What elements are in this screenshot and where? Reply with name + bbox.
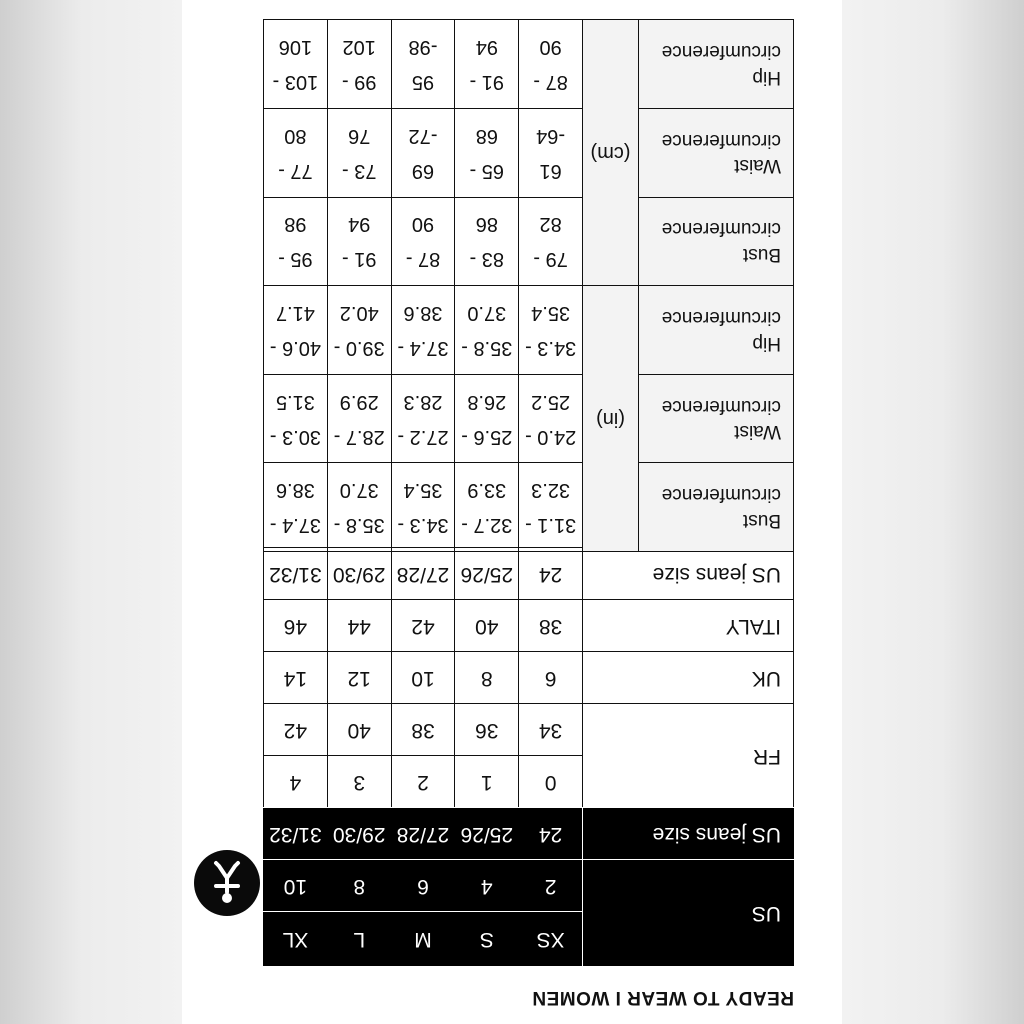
row-label-centimeters-hip bbox=[639, 20, 794, 109]
size-cell: 36 bbox=[455, 704, 519, 756]
measurement-cell bbox=[391, 20, 455, 109]
measurement-max: 41.7 bbox=[275, 302, 315, 325]
measurement-cell bbox=[264, 20, 328, 109]
measurement-max: 32.3 bbox=[531, 479, 571, 502]
measurement-cell bbox=[519, 463, 583, 552]
size-cell: 46 bbox=[264, 600, 328, 652]
measurement-min: 61 bbox=[539, 159, 562, 182]
person-mannequin-icon bbox=[194, 850, 260, 916]
measurement-min: 34.3 - bbox=[397, 514, 449, 537]
measurement-max: 76 bbox=[348, 124, 371, 147]
measurement-min: 40.6 - bbox=[269, 337, 321, 360]
size-cell: 40 bbox=[455, 600, 519, 652]
measurement-max: 94 bbox=[475, 36, 498, 59]
table-row-uk bbox=[264, 652, 794, 704]
table-row-inches-bust bbox=[264, 463, 794, 552]
measurement-cell bbox=[264, 463, 328, 552]
measurement-min: 103 - bbox=[272, 71, 319, 94]
measurement-max: -72 bbox=[408, 124, 438, 147]
measurement-min: 79 - bbox=[533, 248, 568, 271]
size-cell: XS bbox=[519, 912, 583, 966]
measurement-min: 35.8 - bbox=[461, 337, 513, 360]
measurement-max: 90 bbox=[411, 213, 435, 236]
measurement-min: 32.7 - bbox=[461, 514, 513, 537]
measurement-min: 37.4 - bbox=[269, 514, 321, 537]
measurement-max: 40.2 bbox=[339, 302, 379, 325]
size-cell: 8 bbox=[455, 652, 519, 704]
measurement-max: 25.2 bbox=[531, 390, 571, 413]
size-cell: 10 bbox=[264, 860, 328, 912]
table-row-centimeters-hip bbox=[264, 20, 794, 109]
measurement-cell bbox=[391, 286, 455, 375]
measurement-cell bbox=[455, 109, 519, 198]
size-cell: 6 bbox=[519, 652, 583, 704]
measurement-cell bbox=[455, 286, 519, 375]
label-line-2: circumference bbox=[661, 129, 781, 151]
size-cell: 31/32 bbox=[264, 808, 328, 860]
measurement-max: 80 bbox=[284, 124, 307, 147]
size-cell: M bbox=[391, 912, 455, 966]
page-title: READY TO WEAR I WOMEN bbox=[531, 987, 794, 1008]
size-cell: 29/30 bbox=[327, 808, 391, 860]
measurement-cell bbox=[519, 286, 583, 375]
table-row-us-letters bbox=[264, 912, 794, 966]
measurement-min: 83 - bbox=[469, 248, 505, 271]
measurement-max: 68 bbox=[475, 124, 498, 147]
size-cell: 10 bbox=[391, 652, 455, 704]
measurement-cell bbox=[519, 109, 583, 198]
measurement-max: 102 bbox=[342, 36, 376, 59]
measurement-min: 65 - bbox=[469, 159, 505, 182]
measurement-max: 82 bbox=[539, 213, 562, 236]
label-line-2: circumference bbox=[661, 307, 781, 329]
measurement-max: 90 bbox=[539, 36, 562, 59]
label-line-2: circumference bbox=[661, 218, 781, 240]
size-cell: 25/26 bbox=[455, 548, 519, 600]
measurement-cell bbox=[264, 374, 328, 463]
measurement-max: 86 bbox=[475, 213, 498, 236]
measurement-min: 37.4 - bbox=[397, 337, 449, 360]
measurement-min: 30.3 - bbox=[269, 425, 321, 448]
table-row-us-jeans-2 bbox=[264, 548, 794, 600]
measurement-cell bbox=[264, 109, 328, 198]
measurement-max: 35.4 bbox=[403, 479, 443, 502]
size-cell: 42 bbox=[391, 600, 455, 652]
measurement-min: 35.8 - bbox=[333, 514, 385, 537]
size-cell: 27/28 bbox=[391, 808, 455, 860]
measurement-max: 26.8 bbox=[467, 390, 507, 413]
measurement-min: 39.0 - bbox=[333, 337, 385, 360]
size-cell: 0 bbox=[519, 756, 583, 808]
size-cell: 4 bbox=[455, 860, 519, 912]
measurement-max: 31.5 bbox=[275, 390, 315, 413]
measurement-min: 69 bbox=[411, 159, 435, 182]
measurement-min: 87 - bbox=[405, 248, 441, 271]
measurement-cell bbox=[327, 20, 391, 109]
table-row-inches-waist bbox=[264, 374, 794, 463]
row-label-fr: FR bbox=[583, 704, 794, 808]
size-cell: 24 bbox=[519, 548, 583, 600]
size-cell: 34 bbox=[519, 704, 583, 756]
measurement-max: 33.9 bbox=[467, 479, 507, 502]
size-cell: 3 bbox=[327, 756, 391, 808]
unit-label-inches: (in) bbox=[583, 286, 639, 552]
rotated-content bbox=[182, 0, 842, 1024]
row-label-inches-bust bbox=[639, 463, 794, 552]
size-cell: 27/28 bbox=[391, 548, 455, 600]
measurement-min: 99 - bbox=[341, 71, 377, 94]
measurement-table bbox=[263, 19, 794, 552]
label-line-1: Bust bbox=[742, 244, 781, 266]
size-cell: 42 bbox=[264, 704, 328, 756]
table-row-fr-1 bbox=[264, 756, 794, 808]
table-row-inches-hip bbox=[264, 286, 794, 375]
measurement-cell bbox=[455, 463, 519, 552]
label-line-1: Waist bbox=[734, 421, 781, 443]
label-line-1: Hip bbox=[752, 66, 781, 88]
measurement-min: 91 - bbox=[469, 71, 505, 94]
label-line-2: circumference bbox=[661, 41, 781, 63]
unit-label-centimeters: (cm) bbox=[583, 20, 639, 286]
row-label-italy: ITALY bbox=[583, 600, 794, 652]
measurement-cell bbox=[327, 374, 391, 463]
size-cell: 38 bbox=[519, 600, 583, 652]
table-row-centimeters-bust bbox=[264, 197, 794, 286]
measurement-max: -98 bbox=[408, 36, 438, 59]
measurement-max: 38.6 bbox=[403, 302, 443, 325]
table-row-centimeters-waist bbox=[264, 109, 794, 198]
label-line-1: Waist bbox=[734, 155, 781, 177]
size-cell: 44 bbox=[327, 600, 391, 652]
size-cell: S bbox=[455, 912, 519, 966]
measurement-cell bbox=[391, 463, 455, 552]
measurement-min: 31.1 - bbox=[525, 514, 577, 537]
measurement-min: 24.0 - bbox=[525, 425, 577, 448]
measurement-max: 106 bbox=[278, 36, 313, 59]
mannequin-badge bbox=[194, 850, 260, 916]
size-cell: 2 bbox=[391, 756, 455, 808]
label-line-1: Bust bbox=[742, 509, 781, 531]
row-label-inches-hip bbox=[639, 286, 794, 375]
label-line-2: circumference bbox=[661, 395, 781, 417]
measurement-cell bbox=[519, 197, 583, 286]
measurement-min: 95 bbox=[411, 71, 435, 94]
size-cell: XL bbox=[264, 912, 328, 966]
measurement-min: 77 - bbox=[278, 159, 313, 182]
size-cell: 8 bbox=[327, 860, 391, 912]
measurement-cell bbox=[455, 197, 519, 286]
measurement-min: 95 - bbox=[278, 248, 313, 271]
measurement-min: 73 - bbox=[341, 159, 377, 182]
row-label-centimeters-waist bbox=[639, 109, 794, 198]
measurement-cell bbox=[264, 286, 328, 375]
measurement-min: 28.7 - bbox=[333, 425, 385, 448]
measurement-cell bbox=[519, 20, 583, 109]
size-guide-sheet bbox=[182, 0, 842, 1024]
measurement-max: -64 bbox=[536, 124, 566, 147]
row-label-uk: UK bbox=[583, 652, 794, 704]
size-cell: 14 bbox=[264, 652, 328, 704]
size-cell: L bbox=[327, 912, 391, 966]
size-cell: 31/32 bbox=[264, 548, 328, 600]
measurement-min: 91 - bbox=[341, 248, 377, 271]
label-line-1: Hip bbox=[752, 332, 781, 354]
measurement-cell bbox=[391, 109, 455, 198]
measurement-min: 27.2 - bbox=[397, 425, 449, 448]
measurement-cell bbox=[391, 374, 455, 463]
measurement-min: 87 - bbox=[533, 71, 568, 94]
measurement-max: 98 bbox=[284, 213, 307, 236]
measurement-min: 34.3 - bbox=[525, 337, 577, 360]
measurement-cell bbox=[327, 197, 391, 286]
measurement-max: 37.0 bbox=[339, 479, 379, 502]
row-label-us: US bbox=[583, 860, 794, 966]
measurement-max: 29.9 bbox=[339, 390, 379, 413]
measurement-cell bbox=[264, 197, 328, 286]
measurement-cell bbox=[519, 374, 583, 463]
row-label-us-jeans-2: US jeans size bbox=[583, 548, 794, 600]
measurement-min: 25.6 - bbox=[461, 425, 513, 448]
size-cell: 6 bbox=[391, 860, 455, 912]
row-label-centimeters-bust bbox=[639, 197, 794, 286]
measurement-cell bbox=[455, 20, 519, 109]
row-label-us-jeans: US jeans size bbox=[583, 808, 794, 860]
measurement-max: 37.0 bbox=[467, 302, 507, 325]
size-cell: 2 bbox=[519, 860, 583, 912]
size-cell: 38 bbox=[391, 704, 455, 756]
measurement-cell bbox=[327, 109, 391, 198]
measurement-cell bbox=[327, 286, 391, 375]
table-row-italy bbox=[264, 600, 794, 652]
table-row-us-jeans bbox=[264, 808, 794, 860]
size-cell: 29/30 bbox=[327, 548, 391, 600]
size-cell: 40 bbox=[327, 704, 391, 756]
size-cell: 1 bbox=[455, 756, 519, 808]
measurement-cell bbox=[391, 197, 455, 286]
measurement-max: 38.6 bbox=[275, 479, 315, 502]
row-label-inches-waist bbox=[639, 374, 794, 463]
measurement-max: 28.3 bbox=[403, 390, 443, 413]
measurement-max: 35.4 bbox=[531, 302, 571, 325]
measurement-cell bbox=[327, 463, 391, 552]
size-cell: 24 bbox=[519, 808, 583, 860]
size-cell: 4 bbox=[264, 756, 328, 808]
measurement-max: 94 bbox=[348, 213, 371, 236]
measurement-cell bbox=[455, 374, 519, 463]
size-cell: 12 bbox=[327, 652, 391, 704]
size-cell: 25/26 bbox=[455, 808, 519, 860]
size-chart-table bbox=[263, 547, 794, 966]
label-line-2: circumference bbox=[661, 484, 781, 506]
